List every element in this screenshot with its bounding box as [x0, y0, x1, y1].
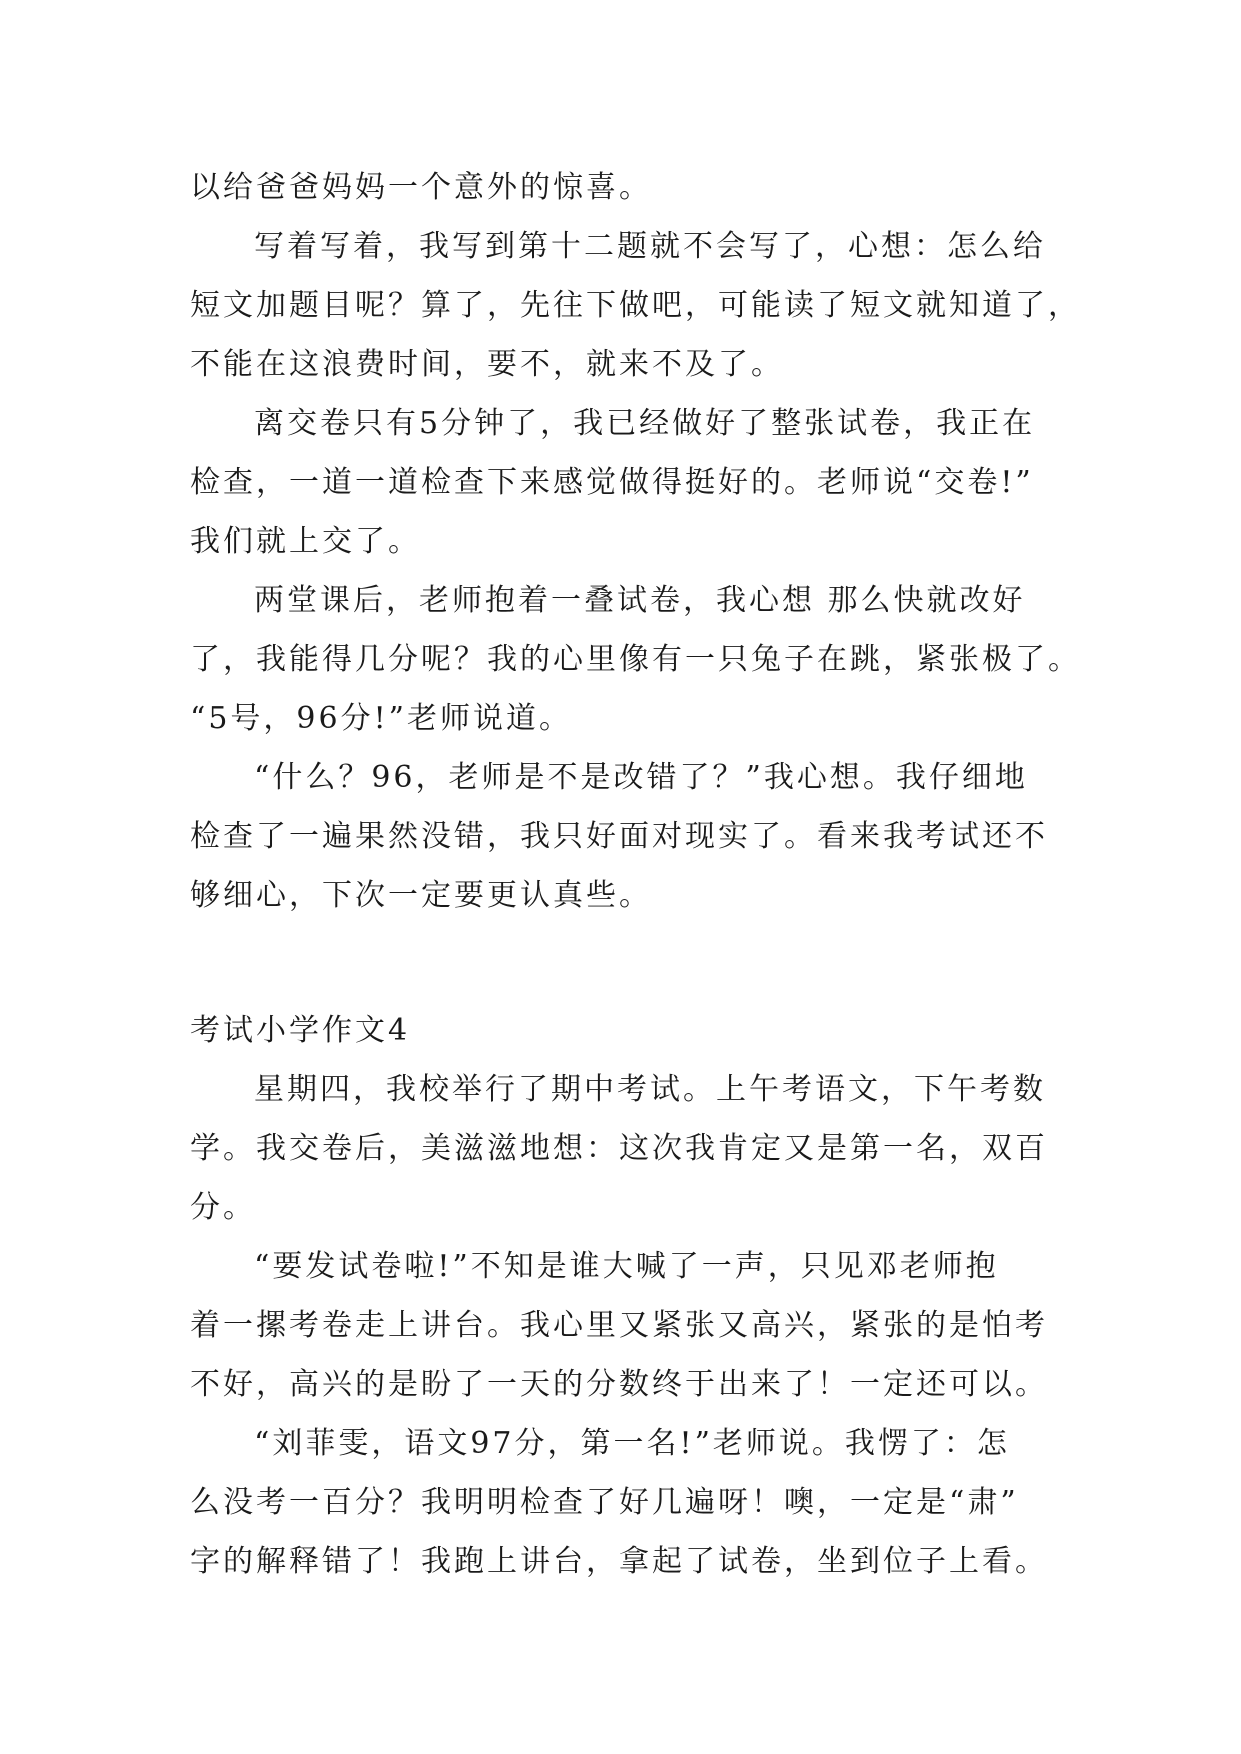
paragraph-line: 写着写着，我写到第十二题就不会写了，心想：怎么给: [254, 229, 1046, 264]
paragraph-line: 检查，一道一道检查下来感觉做得挺好的。老师说“交卷!”: [190, 465, 1034, 500]
paragraph-line: 我们就上交了。: [190, 524, 421, 559]
section-gap: [190, 925, 1040, 1001]
paragraph-line: 分。: [190, 1190, 256, 1225]
paragraph-line: 够细心，下次一定要更认真些。: [190, 878, 652, 913]
paragraph-line: 两堂课后，老师抱着一叠试卷，我心想 那么快就改好: [254, 583, 1026, 618]
section-title: 考试小学作文4: [190, 1013, 411, 1048]
paragraph-line: 短文加题目呢？算了，先往下做吧，可能读了短文就知道了，: [190, 288, 1081, 323]
paragraph-line: 不好，高兴的是盼了一天的分数终于出来了！一定还可以。: [190, 1367, 1048, 1402]
paragraph-line: 着一摞考卷走上讲台。我心里又紧张又高兴，紧张的是怕考: [190, 1308, 1048, 1343]
paragraph-line: 以给爸爸妈妈一个意外的惊喜。: [190, 170, 652, 205]
paragraph-line: “5号，96分!”老师说道。: [190, 701, 572, 736]
paragraph-line: “刘菲雯，语文97分，第一名!”老师说。我愣了：怎: [254, 1426, 1010, 1461]
paragraph-line: 不能在这浪费时间，要不，就来不及了。: [190, 347, 784, 382]
paragraph-line: 么没考一百分？我明明检查了好几遍呀！噢，一定是“肃”: [190, 1485, 1019, 1520]
paragraph-line: 星期四，我校举行了期中考试。上午考语文，下午考数: [254, 1072, 1046, 1107]
paragraph-line: “要发试卷啦!”不知是谁大喊了一声，只见邓老师抱: [254, 1249, 999, 1284]
paragraph-line: 检查了一遍果然没错，我只好面对现实了。看来我考试还不: [190, 819, 1048, 854]
paragraph-line: “什么？96，老师是不是改错了？”我心想。我仔细地: [254, 760, 1028, 795]
paragraph-line: 离交卷只有5分钟了，我已经做好了整张试卷，我正在: [254, 406, 1036, 441]
paragraph-line: 学。我交卷后，美滋滋地想：这次我肯定又是第一名，双百: [190, 1131, 1048, 1166]
document-body: [190, 158, 1081, 1591]
paragraph-line: 字的解释错了！我跑上讲台，拿起了试卷，坐到位子上看。: [190, 1544, 1048, 1579]
paragraph-line: 了，我能得几分呢？我的心里像有一只兔子在跳，紧张极了。: [190, 642, 1081, 677]
